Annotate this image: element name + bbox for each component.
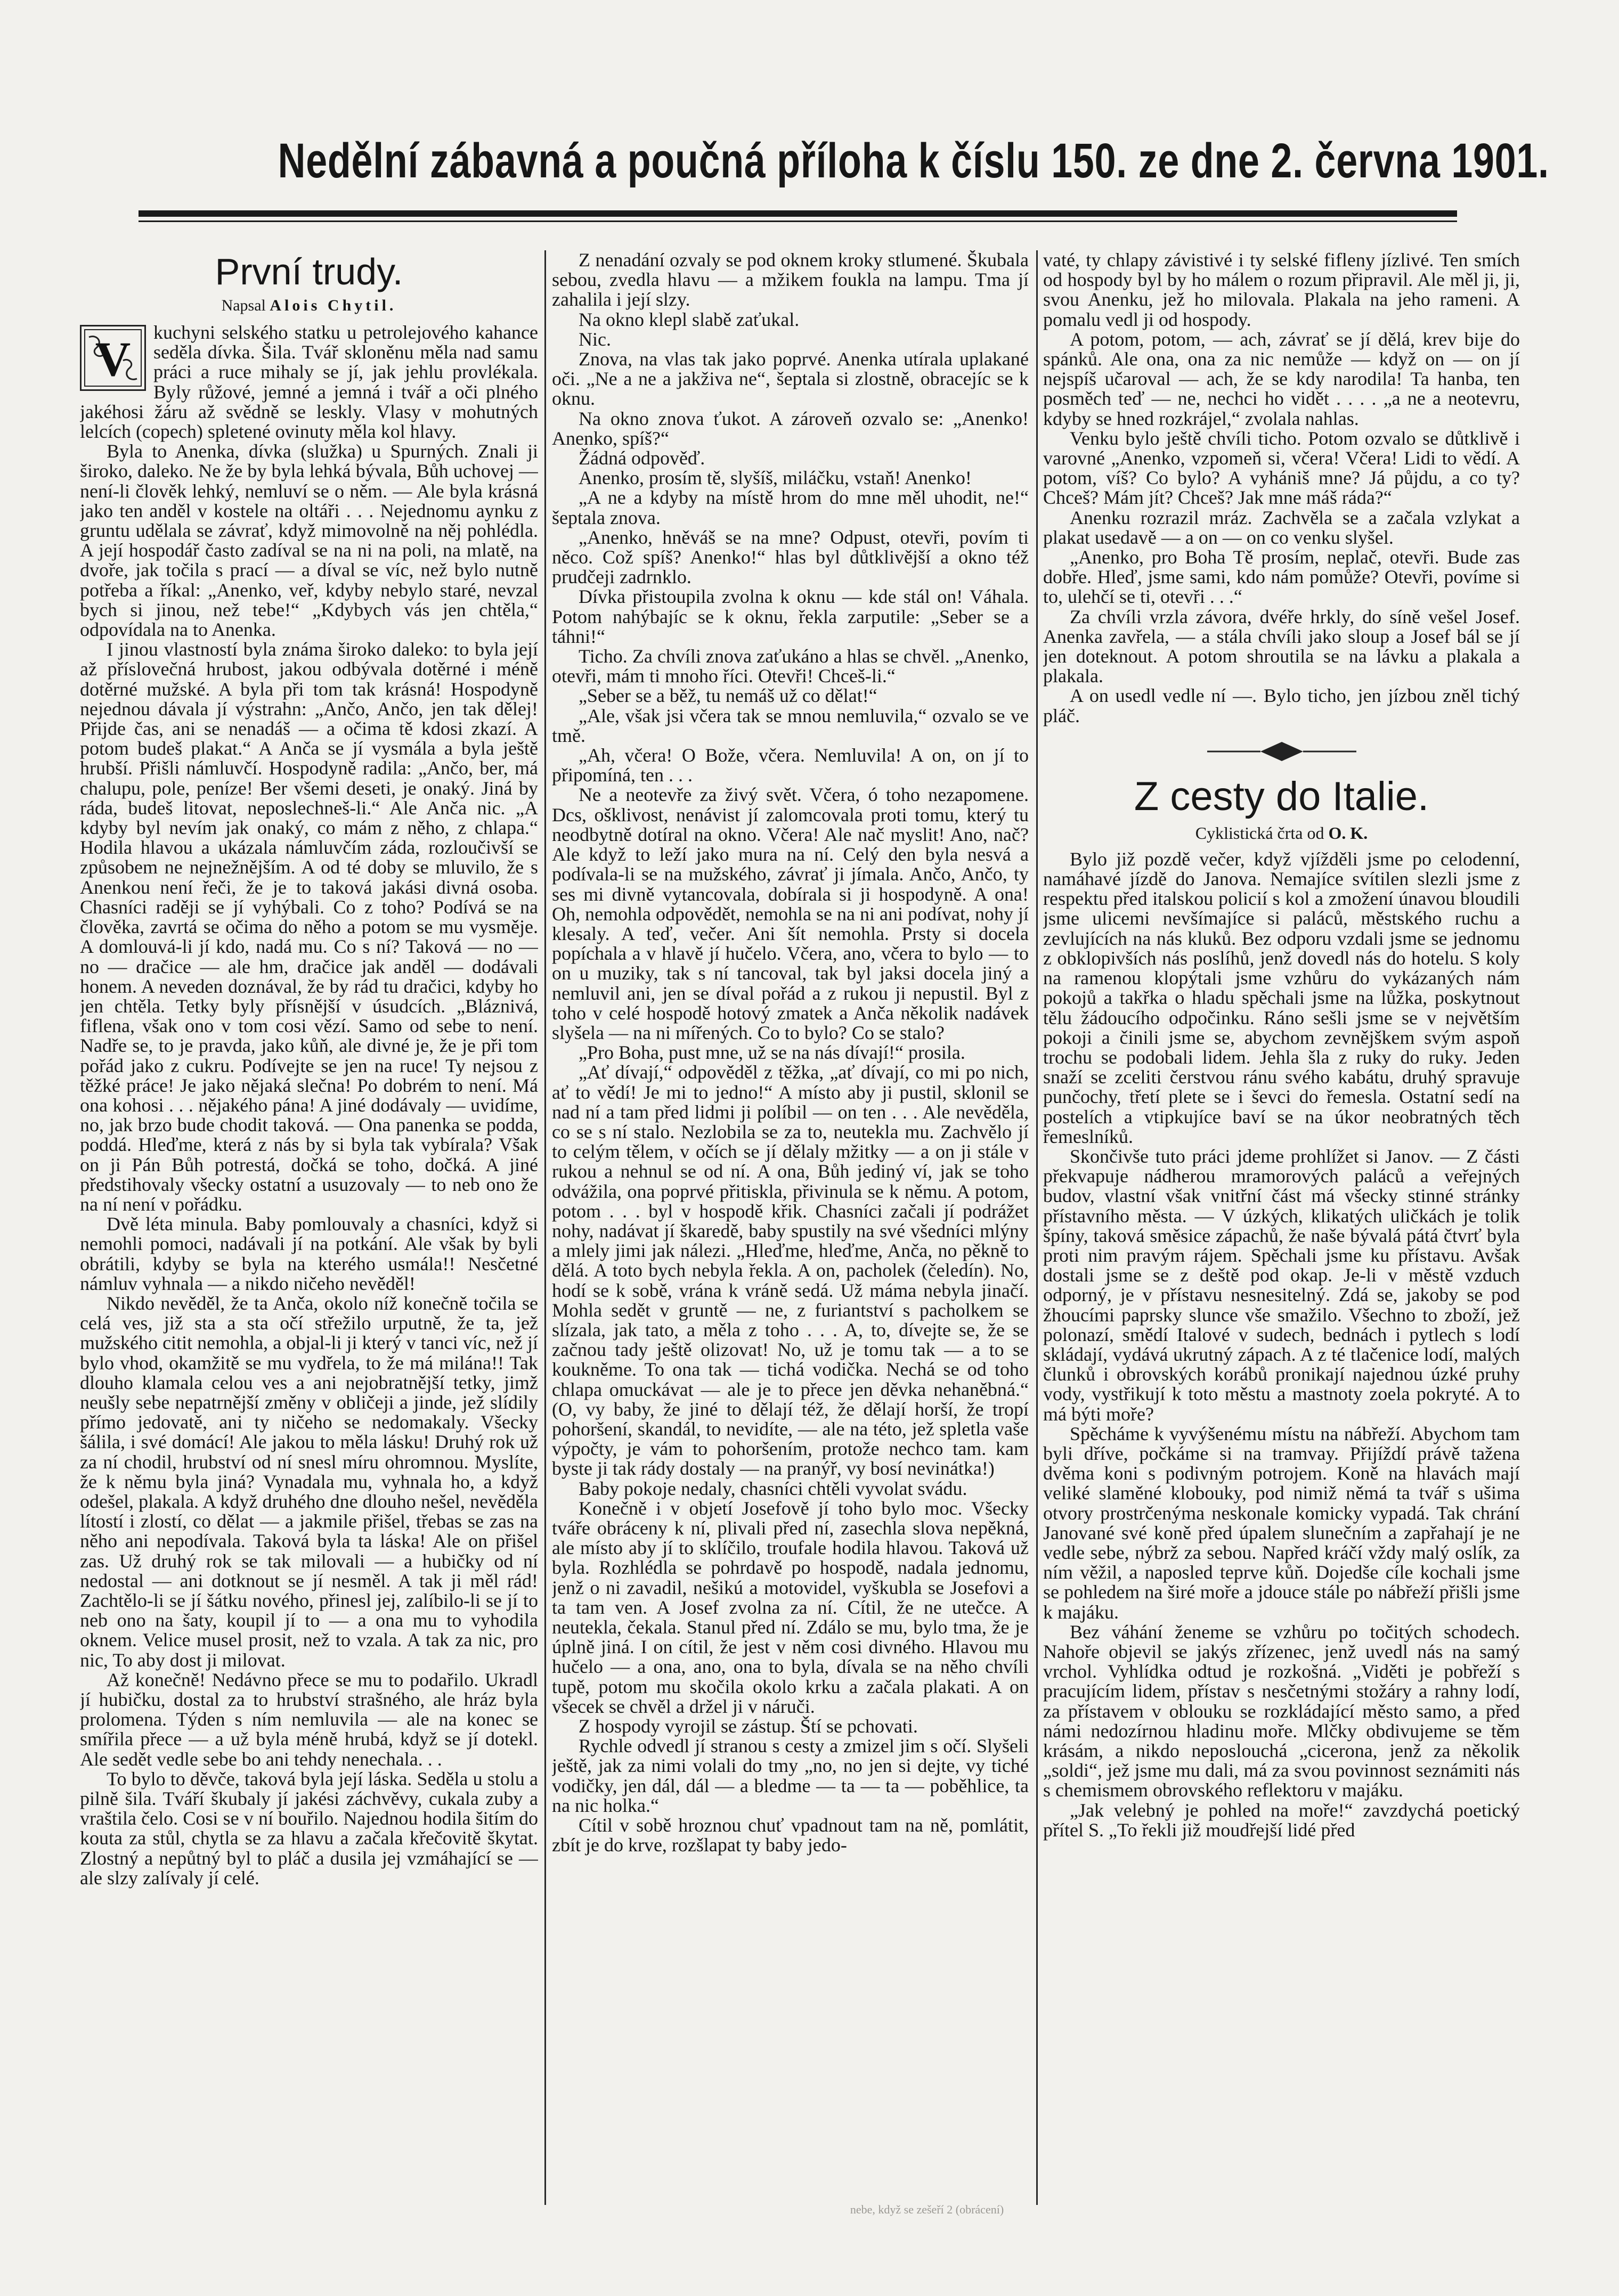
paragraph: I jinou vlastností byla známa široko daleko: to byla její až příslovečná hrubost, jakou odbývala dotěrné i méně dotěrné mužské. A byla při tom tak krásná! Hospodyně nejednou dávala jí výstrahn: „Ančo, Ančo, jen tak dělej! Přijde čas, ani se nenadáš — a očima tě kdosi zkazí. A potom budeš plakat.“ A Anča se jí vysmála a byla ještě hrubší. Přišli námluvčí. Hospodyně radila: „Ančo, ber, má chalupu, pole, peníze! Ber všemi deseti, je onaký. Jiná by ráda, budeš litovat, neposlechneš-li.“ Ale Anča nic. „A kdyby byl nevím jak onaký, co mám z něho, z chlapa.“ Hodila hlavou a ukázala námluvčím záda, rozloučivší se způsobem ne nejnežnějším. A od té doby se mluvilo, že s Anenkou není řeči, že je to taková jakási divná osoba. Chasníci raději se jí vyhýbali. Co z toho? Podívá se na člověka, zavrtá se očima do něho a potom se mu vysměje. A domlouvá-li jí kdo, nadá mu. Co s ní? Taková — no — no — dračice — ale hm, dračice jak anděl — dodávali honem. A neveden doznával, že by rád tu dračici, kdyby ho jen chtěla. Tetky byly přísnější v úsudcích. „Bláznivá, fiflena, však ono v tom cosi vězí. Samo od sebe to není. Nadře se, to je pravda, jako kůň, ale divné je, že je při tom pořád jako z cukru. Podívejte se jen na ruce! Ty nejsou z těžké práce! Je jako nějaká slečna! Po dobrém to není. Má ona kohosi . . . nějakého pána! A jiné dodávaly — uvidíme, no, jak brzo bude chodit taková. — Ona panenka se podda, poddá. Hleďme, která z nás by si byla tak vybírala? Však on ji Pán Bůh potrestá, dočká se toho, dočká. A jiné předstihovaly všecky ostatní a usuzovaly — to neb ono že na ní není v pořádku. bbox=[80, 639, 538, 1215]
paragraph: „Ale, však jsi včera tak se mnou nemluvila,“ ozvalo se ve tmě. bbox=[552, 705, 1029, 746]
column-divider-1 bbox=[544, 250, 546, 2205]
paragraph: Nic. bbox=[579, 328, 611, 350]
paragraph: kuchyni selského statku u petrolejového kahance seděla dívka. Šila. Tvář skloněnu měla nad samu práci a ruce mihaly se jí, jak jehlu provlékala. Byly růžové, jemné a jemná i tvář a oči plného jakéhosi žáru až svědně se leskly. Vlasy v mohutných lelcích (copech) spletené ovinuty měla kol hlavy. bbox=[80, 322, 538, 443]
paragraph: „Seber se a běž, tu nemáš už co dělat!“ bbox=[579, 685, 877, 707]
paragraph: Bez váhání ženeme se vzhůru po točitých schodech. Nahoře objevil se jakýs zřízenec, jenž uvedl nás na samý vrchol. Vyhlídka odtud je rozkošná. „Viděti je pobřeží s pracujícím lidem, přístav s nesčetnými stožáry a rahny lodí, za přístavem v oblouku se rozkládající město samo, a před námi nedozírnou hladinu moře. Mlčky obdivujeme se těm krásám, a nikdo neposlouchá „cicerona, jenž za několik „soldi“, jež jsme mu dali, má za svou povinnost seznámiti nás s chemismem obrovského reflektoru v majáku. bbox=[1043, 1621, 1520, 1801]
masthead-title: Nedělní zábavná a poučná příloha k číslu 150. ze dne 2. června 1901. bbox=[278, 134, 1549, 188]
paragraph: A on usedl vedle ní —. Bylo ticho, jen jízbou zněl tichý pláč. bbox=[1043, 685, 1520, 726]
paragraph: „A ne a kdyby na místě hrom do mne měl uhodit, ne!“ šeptala znova. bbox=[552, 487, 1029, 528]
byline-prefix: Napsal bbox=[221, 297, 266, 314]
paragraph: Dvě léta minula. Baby pomlouvaly a chasníci, když si nemohli pomoci, nadávali jí na potkání. Ale však by byli obrátili, kdyby se byla na kterého usmála!! Nesčetné námluv vyhnala — a nikdo ničeho nevěděl! bbox=[80, 1213, 538, 1294]
paragraph: Venku bylo ještě chvíli ticho. Potom ozvalo se důtklivě i varovné „Anenko, vzpomeň si, včera! Včera! Lidi to vědí. A potom, víš? Co bylo? A vyhániš mne? Já půjdu, a co ty? Chceš? Mám jít? Chceš? Jak mne máš ráda?“ bbox=[1043, 427, 1520, 509]
paragraph: Bylo již pozdě večer, když vjížděli jsme po celodenní, namáhavé jízdě do Janova. Nemajíce svítilen slezli jsme z respektu před italskou policií s kol a zmožení únavou bloudili jsme ulicemi nevšímajíce si paláců, městského ruchu a zevlujících na nás kluků. Bez odporu vzdali jsme se jednomu z obklopivších nás poslíhů, jenž dovedl nás do hotelu. S koly na ramenou klopýtali jsme vzhůru do vykázaných nám pokojů a takřka o hladu spěchali jsme na lůžka, poskytnout tělu žádoucího odpočinku. Ráno sešli jsme se v největším pokoji a činili jsme se, abychom zevnějškem svým aspoň trochu se podobali lidem. Jehla šla z ruky do ruky. Jeden snaží se zceliti čerstvou ránu svého kabátu, druhý spravuje punčochy, třetí plete se i ševci do řemesla. Ostatní sedí na postelích a vtipkujíce baví se na úkor neobratných těch řemeslníků. bbox=[1043, 848, 1520, 1147]
paragraph: „Ah, včera! O Bože, včera. Nemluvila! A on, on jí to připomíná, ten . . . bbox=[552, 745, 1029, 786]
column-divider-2 bbox=[1036, 250, 1038, 2205]
paragraph: vaté, ty chlapy závistivé i ty selské fifleny jízlivé. Ten smích od hospody byl by ho málem o rozum připravil. Ale měl ji, ji, svou Anenku, jež ho milovala. Plakala na jeho rameni. A pomalu vedl ji od hospody. bbox=[1043, 250, 1520, 330]
paragraph: „Pro Boha, pust mne, už se na nás dívají!“ prosila. bbox=[579, 1042, 965, 1064]
svg-text:V: V bbox=[95, 332, 131, 386]
paragraph: Na okno klepl slabě zaťukal. bbox=[579, 308, 800, 330]
masthead-rule-thick bbox=[139, 210, 1457, 217]
paragraph: Za chvíli vrzla závora, dvéře hrkly, do síně vešel Josef. Anenka zavřela, — a stála chvíli jako sloup a Josef bál se jí jen doteknout. A potom shroutila se na lávku a plakala a plakala. bbox=[1043, 606, 1520, 687]
paragraph: Konečně i v objetí Josefově jí toho bylo moc. Všecky tváře obráceny k ní, plivali před ní, zasechla slova nepěkná, ale místo aby jí to sklíčilo, troufale hodila hlavou. Taková už byla. Rozhlédla se pohrdavě po hospodě, nadala jednomu, jenž o ni zavadil, nešikú a motovidel, vyškubla se Josefovi a ta tam ven. A Josef zvolna za ní. Cítil, že ne utečce. A neutekla, čekala. Stanul před ní. Zdálo se mu, bylo tma, že je úplně jiná. I on cítil, že jest v něm cosi divného. Hlavou mu hučelo — a ona, ano, ona to byla, dívala se na něho chvíli tupě, potom mu skočila okolo krku a začala plakati. A on všecek se chvěl a držel ji v náruči. bbox=[552, 1497, 1029, 1717]
article2-subtitle bbox=[1043, 822, 1520, 844]
paragraph: Z nenadání ozvaly se pod oknem kroky stlumené. Škubala sebou, zvedla hlavu — a mžikem foukla na lampu. Tma jí zahalila i její slzy. bbox=[552, 250, 1029, 311]
article-byline bbox=[80, 295, 538, 316]
dropcap-ornament-icon bbox=[82, 326, 144, 389]
paragraph: „Anenko, pro Boha Tě prosím, neplač, otevři. Bude zas dobře. Hleď, jsme sami, kdo nám pomůže? Otevři, povíme si to, ulehčí se ti, otevři . . .“ bbox=[1043, 546, 1520, 608]
bleedthrough-footer-text: nebe, když se zešeří 2 (obrácení) bbox=[850, 2203, 1004, 2216]
paragraph: Ne a neotevře za živý svět. Včera, ó toho nezapomene. Dcs, ošklivost, nenávist jí zalomcovala proti tomu, který tu neodbytně dotíral na okno. Včera! Ale nač myslit! Ano, nač? Ale když to leží jako mura na ní. Celý den byla nesvá a podívala-li se na mužského, závrať ji jímala. Ančo, Ančo, ty ses mi divně vytancovala, dobírala si ji hospodyně. A ona! Oh, nemohla odpovědět, nemohla se na ni ani podívat, nohy jí klesaly. A teď, večer. Ani šít nemohla. Prsty si docela popíchala a v hlavě jí hučelo. Včera, ano, včera to bylo — to on u muziky, tak s ní tancoval, tak byl jaksi docela jiný a nemluvil ani, jen se díval pořád a z rukou ji nepustil. Byl z toho v celé hospodě hotový zmatek a Anča několik nadávek slyšela — na ni mířených. Co to bylo? Co se stalo? bbox=[552, 784, 1029, 1043]
article1-column-2-body bbox=[552, 250, 1029, 1855]
section-divider-ornament bbox=[1043, 736, 1520, 767]
paragraph: Na okno znova ťukot. A zároveň ozvalo se: „Anenko! Anenko, spíš?“ bbox=[552, 407, 1029, 449]
paragraph: Z hospody vyrojil se zástup. Ští se pchovati. bbox=[579, 1715, 918, 1737]
paragraph: Rychle odvedl jí stranou s cesty a zmizel jim s očí. Slyšeli ještě, jak za nimi volali do tmy „no, no jen si dejte, vy tiché vodičky, jen dál, dál — a bledme — ta — ta — poběhlice, ta na nic holka.“ bbox=[552, 1735, 1029, 1816]
paragraph: Byla to Anenka, dívka (služka) u Spurných. Znali ji široko, daleko. Ne že by byla lehká bývala, Bůh uchovej — není-li člověk lehký, nemluví se o něm. — Ale byla krásná jako ten anděl v kostele na oltáři . . . Nejednomu aynku z gruntu udělala se závrať, když mimovolně na něj pohlédla. A její hospodář často zadíval se na ni na poli, na mlatě, na dvoře, jak točila s prací — a díval se víc, než bylo nutně potřeba a říkal: „Anenko, veř, kdyby nebylo staré, nevzal bych si jinou, než tebe!“ „Kdybych vás jen chtěla,“ odpovídala na to Anenka. bbox=[80, 440, 538, 641]
paragraph: Nikdo nevěděl, že ta Anča, okolo níž konečně točila se celá ves, již sta a sta očí střežilo urputně, že ta, jež mužského citit nemohla, a objal-li ji který v tanci víc, než jí bylo vhod, okamžitě se mu vydřela, to že má milána!! Tak dlouho klamala celou ves a ani nejobratnější tetky, jimž neušly sebe nepatrnější změny v obličeji a jinde, jež slídily přímo jedovatě, ani ty ničeho se nedomakaly. Všecky šálila, i své domácí! Ale jakou to měla lásku! Druhý rok už za ní chodil, hrubství od ní snesl míru ohromnou. Myslíte, že k němu byla jiná? Vynadala mu, vyhnala ho, a když odešel, plakala. A když druhého dne dlouho nešel, nevěděla lítostí i zlostí, co dělat — a jakmile přišel, třebas se zas na něho ani nepodívala. Taková byla ta láska! Ale on přišel zas. Už druhý rok se tak milovali — a hubičky od ní nedostal — ani dotknout se jí nesměl. A tak ji měl rád! Zachtělo-li se jí šátku nového, přinesl jej, zalíbilo-li se jí to neb ono na šaty, koupil jí to — a ona mu to vyhodila oknem. Velice musel prosit, než to vzala. A tak za nic, pro nic, To aby dost ji milovat. bbox=[80, 1292, 538, 1671]
article2-body bbox=[1043, 849, 1520, 1840]
dropcap-ornament bbox=[80, 325, 146, 391]
paragraph: Cítil v sobě hroznou chuť vpadnout tam na ně, pomlátit, zbít je do krve, rozšlapat ty baby jedo- bbox=[552, 1815, 1029, 1856]
paragraph: Dívka přistoupila zvolna k oknu — kde stál on! Váhala. Potom nahýbajíc se k oknu, řekla zarputile: „Seber se a táhni!“ bbox=[552, 586, 1029, 647]
paragraph: Skončivše tuto práci jdeme prohlížet si Janov. — Z části překvapuje nádherou mramorových paláců a veřejných budov, vlastní však vnitřní část má všecky stinné stránky přístavního města. — V úzkých, klikatých uličkách je tolik špíny, taková směsice zápachů, že naše bývalá pátá čtvrť byla proti nim pravým rájem. Spěchali jsme ku přístavu. Avšak dostali jsme se z deště pod okap. Je-li v městě vzduch odporný, je v přístavu nesnesitelný. Zdá se, jakoby se pod žhoucími paprsky slunce vše smažilo. Všechno to zboží, jež polonazí, smědí Italové v sudech, bednách i pytlech s lodí skládají, vydává ukrutný zápach. A z té tlačenice lodí, malých člunků i obrovských korábů pronikají najednou úzké pruhy vody, vystřikují k toto městu a mastnoty zoela pokryté. A to má býti moře? bbox=[1043, 1145, 1520, 1425]
ornament-icon bbox=[1202, 736, 1362, 767]
paragraph: Znova, na vlas tak jako poprvé. Anenka utírala uplakané oči. „Ne a ne a jakživa ne“, šeptala si zlostně, obracejíc se k oknu. bbox=[552, 348, 1029, 410]
paragraph: Žádná odpověď. bbox=[579, 447, 705, 469]
paragraph: Ticho. Za chvíli znova zaťukáno a hlas se chvěl. „Anenko, otevři, mám ti mnoho říci. Otevři! Chceš-li.“ bbox=[552, 646, 1029, 687]
paragraph: Anenko, prosím tě, slyšíš, miláčku, vstaň! Anenko! bbox=[579, 467, 972, 489]
subtitle-prefix: Cyklistická črta od bbox=[1195, 823, 1324, 843]
article1-column-1-body bbox=[80, 323, 538, 1888]
paragraph: „Ať dívají,“ odpověděl z těžka, „ať dívají, co mi po nich, ať to vědí! Je mi to jedno!“ A místo aby ji pustil, sklonil se nad ní a tam před lidmi ji políbil — on ten . . . Ale nevěděla, co se s ní stalo. Nezlobila se za to, neutekla mu. Zachvělo jí to celým tělem, v očích se jí dělaly mžitky — a on ji stále v rukou a nehnul se od ní. A ona, Bůh jediný ví, jak se toho odvážila, ona poprvé přitiskla, přivinula se k němu. A potom, potom . . . byl v hospodě křik. Chasníci začali jí podrážet nohy, nadávat jí škaredě, baby spustily na své všedníci mlýny a mlely jimi jak nálezi. „Hleďme, hleďme, Anča, no pěkně to dělá. A toto bych nebyla řekla. A on, pacholek (čeledín). No, hodí se k sobě, vrána k vráně sedá. Už máma nebyla jinačí. Mohla sedět v gruntě — ne, z furiantství s pacholkem se slízala, jak tato, a měla z toho . . . A, to, dívejte se, že se začnou tady ještě olizovat! No, už je tomu tak — a to se koukněme. To ona tak — tichá vodička. Nechá se od toho chlapa omuckávat — ale je to přece jen děvka nehaněbná.“ (O, vy baby, že jiné to dělají též, že dělají horší, že tropí pohoršení, skandál, to nevidíte, — ale na této, jež spletla vaše výpočty, je vám to pohoršením, protože nechco tam. kam byste ji tak rády dostaly — na pranýř, vy bosí nevinátka!) bbox=[552, 1061, 1029, 1480]
paragraph: Baby pokoje nedaly, chasníci chtěli vyvolat svádu. bbox=[579, 1477, 967, 1499]
column-2 bbox=[552, 250, 1029, 2210]
column-3 bbox=[1043, 250, 1520, 2210]
column-1 bbox=[80, 250, 538, 2210]
paragraph: Anenku rozrazil mráz. Zachvěla se a začala vzlykat a plakat usedavě — a on — on co venku slyšel. bbox=[1043, 506, 1520, 548]
paragraph: Až konečně! Nedávno přece se mu to podařilo. Ukradl jí hubičku, dostal za to hrubství strašného, ale hráz byla prolomena. Týden s ním nemluvila — ale na konec se smířila přece — a už byla méně hrubá, když se jí dotekl. Ale sedět vedle sebe bo ani tehdy nenechala. . . bbox=[80, 1669, 538, 1770]
article-title-prvni-trudy: První trudy. bbox=[215, 251, 403, 292]
paragraph: To bylo to děvče, taková byla její láska. Seděla u stolu a pilně šila. Tváří škubaly jí jakési záchvěvy, cukala zuby a vraštila čelo. Cosi se v ní bouřilo. Najednou hodila šitím do kouta za stůl, chytla se za hlavu a začala křečovitě škytat. Zlostný a nepůtný byl to pláč a dusila jej vzmáhající se — ale slzy zalívaly jí celé. bbox=[80, 1768, 538, 1889]
article-title-z-cesty-do-italie: Z cesty do Italie. bbox=[1134, 773, 1429, 819]
article1-column-3-body bbox=[1043, 250, 1520, 726]
paragraph: „Anenko, hněváš se na mne? Odpust, otevři, povím ti něco. Což spíš? Anenko!“ hlas byl důtklivější a okno též prudčeji zadrnklo. bbox=[552, 526, 1029, 588]
subtitle-author: O. K. bbox=[1328, 823, 1368, 843]
paragraph: „Jak velebný je pohled na moře!“ zavzdychá poetický přítel S. „To řekli již moudřejší lidé před bbox=[1043, 1799, 1520, 1841]
paragraph: A potom, potom, — ach, závrať se jí dělá, krev bije do spánků. Ale ona, ona za nic nemůže — když on — on jí nejspíš učaroval — ach, že se kdy narodila! Ta hanba, ten posměch teď — ne, nechci ho vidět . . . . „a ne a neotevru, kdyby se hned rozkrájel,“ zvolala nahlas. bbox=[1043, 328, 1520, 429]
masthead-rule-thin bbox=[139, 220, 1457, 222]
paragraph: Spěcháme k vyvýšenému místu na nábřeží. Abychom tam byli dříve, počkáme si na tramvay. Přijíždí právě tažena dvěma koni s podivným potrojem. Koně na hlavách mají veliké slaměné klobouky, pod nimiž němá ta tvář s ušima otvory prostrčenýma neskonale komicky vypadá. Tak chrání Janované své koně před úpalem slunečním a zapřahají je ne vedle sebe, nýbrž za sebou. Napřed kráčí vždy malý oslík, za ním věžil, a naposled teprve kůň. Dojedše cíle kochali jsme se pohledem na širé moře a jdouce stále po nábřeží přišli jsme k majáku. bbox=[1043, 1423, 1520, 1623]
byline-author: Alois Chytil. bbox=[270, 297, 397, 314]
